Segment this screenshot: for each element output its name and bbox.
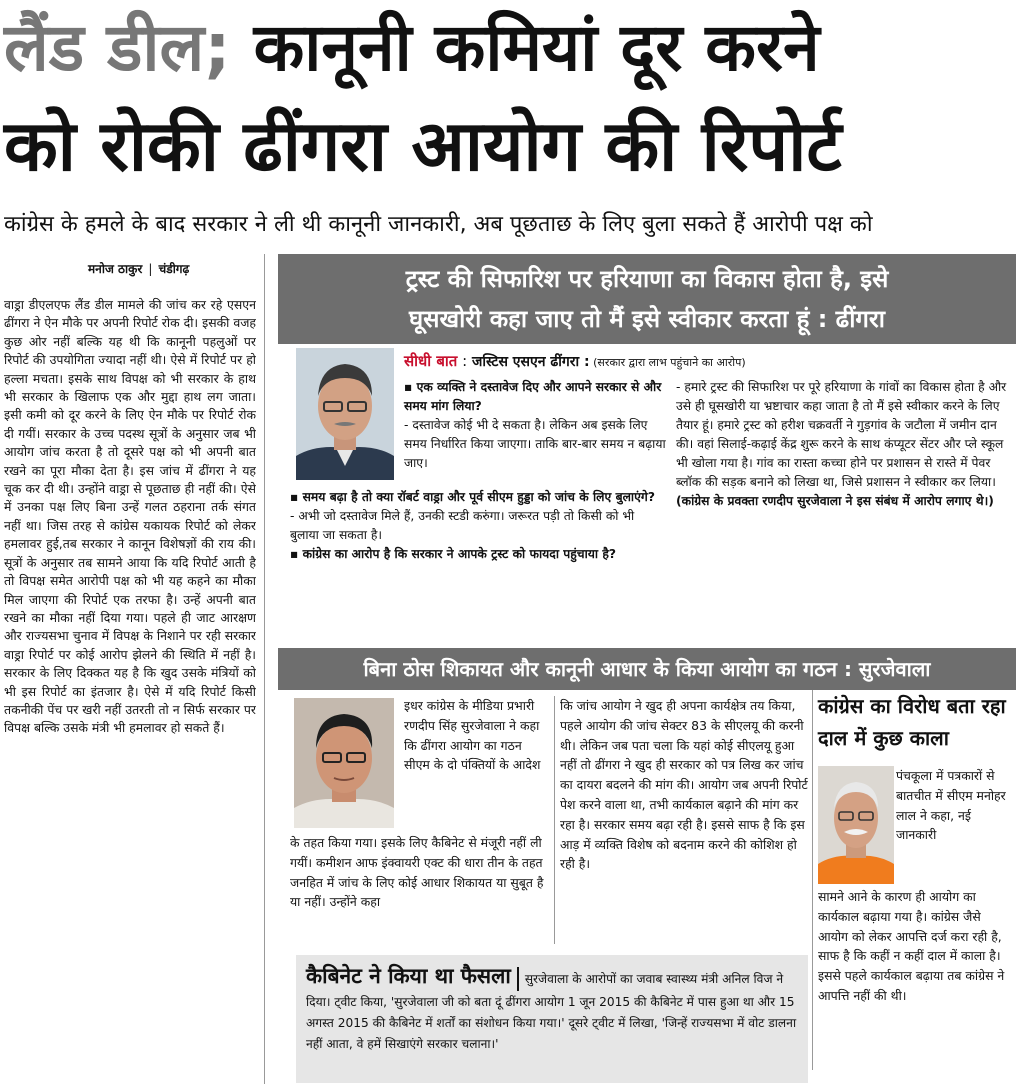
cabinet-sidebar-title: कैबिनेट ने किया था फैसला — [306, 964, 511, 988]
interview-answer-1: - दस्तावेज कोई भी दे सकता है। लेकिन अब इसके लिए समय निर्धारित किया जाएगा। ताकि बार-बार समय न बढ़ाया जाए। — [404, 418, 666, 470]
byline-author: मनोज ठाकुर — [88, 262, 143, 276]
interview-qa-3 — [676, 378, 1012, 511]
interview-answer-2: - अभी जो दस्तावेज मिले हैं, उनकी स्टडी करुंगा। जरूरत पड़ी तो किसी को भी बुलाया जा सकता है। — [290, 509, 635, 542]
interview-headline-band — [278, 254, 1016, 344]
surjewala-body-2: के तहत किया गया। इसके लिए कैबिनेट से मंजूरी नहीं ली गयीं। कमीशन आफ इंक्वायरी एक्ट की धारा तीन के तहत जनहित में जांच के लिए कोई आधार शिकायत या सुबूत है या नहीं। उन्होंने कहा — [290, 835, 544, 910]
interview-answer-3: - हमारे ट्रस्ट की सिफारिश पर पूरे हरियाणा के गांवों का विकास होता है और उसे ही घूसखोरी या भ्रष्टाचार कहा जाता है तो मैं इसे स्वीकार करने के लिए तैयार हूं। हमारे ट्रस्ट को हरीश चक्रवर्ती ने गुड़गांव के जटौला में जमीन दान की। वहां सिलाई-कढ़ाई केंद्र शुरू करने के साथ कंप्यूटर सेंटर और प्ले स्कूल भी खोला गया है। गांव का रास्ता कच्चा होने पर प्रशासन से रास्ते में पेवर ब्लॉक की सड़क बनाने को लिखा था, जिसे प्रशासन ने स्वीकार कर लिया। — [676, 380, 1007, 489]
cabinet-sidebar — [296, 955, 808, 1083]
interview-closing-note: (कांग्रेस के प्रवक्ता रणदीप सुरजेवाला ने इस संबंध में आरोप लगाए थे।) — [676, 494, 994, 508]
interview-question-1: ▪ एक व्यक्ति ने दस्तावेज दिए और आपने सरकार से और समय मांग लिया? — [404, 380, 662, 413]
cm-story-body-2: सामने आने के कारण ही आयोग का कार्यकाल बढ़ाया गया है। कांग्रेस जैसे आयोग को लेकर आपत्ति दर्ज करा रही है, साफ है कि कहीं न कहीं दाल में काला है। इससे पहले कार्यकाल बढ़ाया तब कांग्रेस ने आपत्ति नहीं की थी। — [818, 889, 1005, 1003]
interview-question-3: ▪ कांग्रेस का आरोप है कि सरकार ने आपके ट्रस्ट को फायदा पहुंचाया है? — [290, 547, 617, 561]
interview-qa-1 — [404, 378, 666, 473]
interview-qa-2 — [290, 488, 666, 564]
column-divider — [812, 690, 813, 1070]
interview-person: जस्टिस एसएन ढींगरा : — [471, 354, 590, 370]
surjewala-body-3: कि जांच आयोग ने खुद ही अपना कार्यक्षेत्र तय किया, पहले आयोग की जांच सेक्टर 83 के सीएलयू की करनी थी। लेकिन जब पता चला कि यहां कोई सीएलयू हुआ नहीं तो ढींगरा ने खुद ही सरकार को पत्र लिख कर जांच का दायरा बदलने की मांग की। आयोग जब अपनी रिपोर्ट पेश करने वाला था, तभी कार्यकाल बढ़ाने की मांग कर रहा है। सरकार समय बढ़ा रही है। इससे साफ है कि इस आड़ में व्यक्ति विशेष को बदनाम करने की कोशिश हो रही है। — [560, 698, 808, 872]
interview-headline-line-1: ट्रस्ट की सिफारिश पर हरियाणा का विकास होता है, इसे — [405, 265, 889, 293]
byline-separator: | — [148, 262, 153, 276]
surjewala-headline-band: बिना ठोस शिकायत और कानूनी आधार के किया आयोग का गठन : सुरजेवाला — [278, 648, 1016, 690]
column-divider — [264, 254, 265, 1084]
main-story-body: वाड्रा डीएलएफ लैंड डील मामले की जांच कर रहे एसएन ढींगरा ने ऐन मौके पर अपनी रिपोर्ट रोक दी। इसकी वजह कुछ ओर नहीं बल्कि यह थी कि कानूनी पहलुओं पर रिपोर्ट की उपयोगिता ज्यादा नहीं थी। ऐसे में रिपोर्ट पर हो हल्ला मचता। इसके साथ विपक्ष को भी सरकार के हाथ भी सरकार के खिलाफ एक और मुद्दा हाथ लग जाता। इसी कमी को दूर करने के लिए ऐन मौके पर रिपोर्ट रोक दी गयीं। सरकार के उच्च पदस्थ सूत्रों के अनुसार जब भी आयोग जांच करता है तो दूसरे पक्ष को भी अपनी बात रखने का पूरा मौका देता है। इस जांच में ढींगरा ने यह चूक कर दी थी। उन्होंने वाड्रा से पूछताछ ही नहीं की। ऐसे में उनका पक्ष लिए बिना उन्हें गलत ठहराना तर्क संगत नहीं था। जिस तरह से कांग्रेस यकायक रिपोर्ट को लेकर हमलावर हुई,तब सरकार ने कानून विशेषज्ञों की राय की। सूत्रों के अनुसार तब सामने आया कि यदि रिपोर्ट आती है तो विपक्ष समेत आरोपी पक्ष को भी यह कहने का मौका मिल जाएगा की रिपोर्ट एक तरफा है। उन्हें अपनी बात रखने का मौका नहीं दिया गया। पहले ही जाट आरक्षण और राज्यसभा चुनाव में विपक्ष के निशाने पर रही सरकार वाड्रा रिपोर्ट पर कोई आरोप झेलने की स्थिति में नहीं है। सरकार के लिए दिक्कत यह है कि खुद उसके मंत्रियों को भी इस रिपोर्ट का इंतजार है। ऐसे में यदि रिपोर्ट किसी तकनीकी पेंच पर खरी नहीं उतरती तो न सिर्फ सरकार पर विपक्ष बल्कि उसके मंत्री भी हमलावर हो सकते हैं। — [4, 297, 256, 736]
surjewala-photo — [294, 698, 394, 828]
cabinet-sidebar-text: सुरजेवाला के आरोपों का जवाब स्वास्थ्य मंत्री अनिल विज ने दिया। ट्वीट किया, 'सुरजेवाला जी को बता दूं ढींगरा आयोग 1 जून 2015 की कैबिनेट में पास हुआ था और 15 अगस्त 2015 की कैबिनेट में शर्तों का संशोधन किया गया।' दूसरे ट्वीट में लिखा, 'जिन्हें राज्यसभा में वोट डालना नहीं आता, वे हमें सिखाएंगे सरकार चलाना।' — [306, 972, 797, 1051]
interview-note: (सरकार द्वारा लाभ पहुंचाने का आरोप) — [589, 356, 746, 369]
interview-label-kicker: सीधी बात — [404, 352, 458, 370]
byline-place: चंडीगढ़ — [158, 262, 190, 276]
headline-line-1-text: कानूनी कमियां दूर करने — [230, 9, 820, 86]
interview-label — [404, 350, 746, 374]
headline-line-2: को रोकी ढींगरा आयोग की रिपोर्ट — [4, 105, 842, 187]
sub-headline: कांग्रेस के हमले के बाद सरकार ने ली थी कानूनी जानकारी, अब पूछताछ के लिए बुला सकते हैं आरोपी पक्ष को — [4, 212, 873, 237]
cm-story-body-1: पंचकूला में पत्रकारों से बातचीत में सीएम मनोहर लाल ने कहा, नई जानकारी — [896, 768, 1006, 843]
column-divider — [554, 696, 555, 944]
headline-line-1 — [4, 4, 820, 92]
cm-photo — [818, 766, 894, 884]
interview-headline-line-2: घूसखोरी कहा जाए तो मैं इसे स्वीकार करता हूं : ढींगरा — [409, 305, 885, 333]
cabinet-sidebar-divider — [517, 967, 519, 991]
interview-question-2: ▪ समय बढ़ा है तो क्या रॉबर्ट वाड्रा और पूर्व सीएम हुड्डा को जांच के लिए बुलाएंगे? — [290, 490, 655, 504]
surjewala-body-1: इधर कांग्रेस के मीडिया प्रभारी रणदीप सिंह सुरजेवाला ने कहा कि ढींगरा आयोग का गठन सीएम के दो पंक्तियों के आदेश — [404, 698, 541, 773]
dhingra-photo — [296, 348, 394, 480]
cm-story-headline: कांग्रेस का विरोध बता रहा दाल में कुछ काला — [818, 694, 1006, 750]
byline — [88, 260, 189, 277]
headline-kicker: लैंड डील; — [4, 9, 231, 86]
interview-label-colon: : — [457, 352, 472, 370]
